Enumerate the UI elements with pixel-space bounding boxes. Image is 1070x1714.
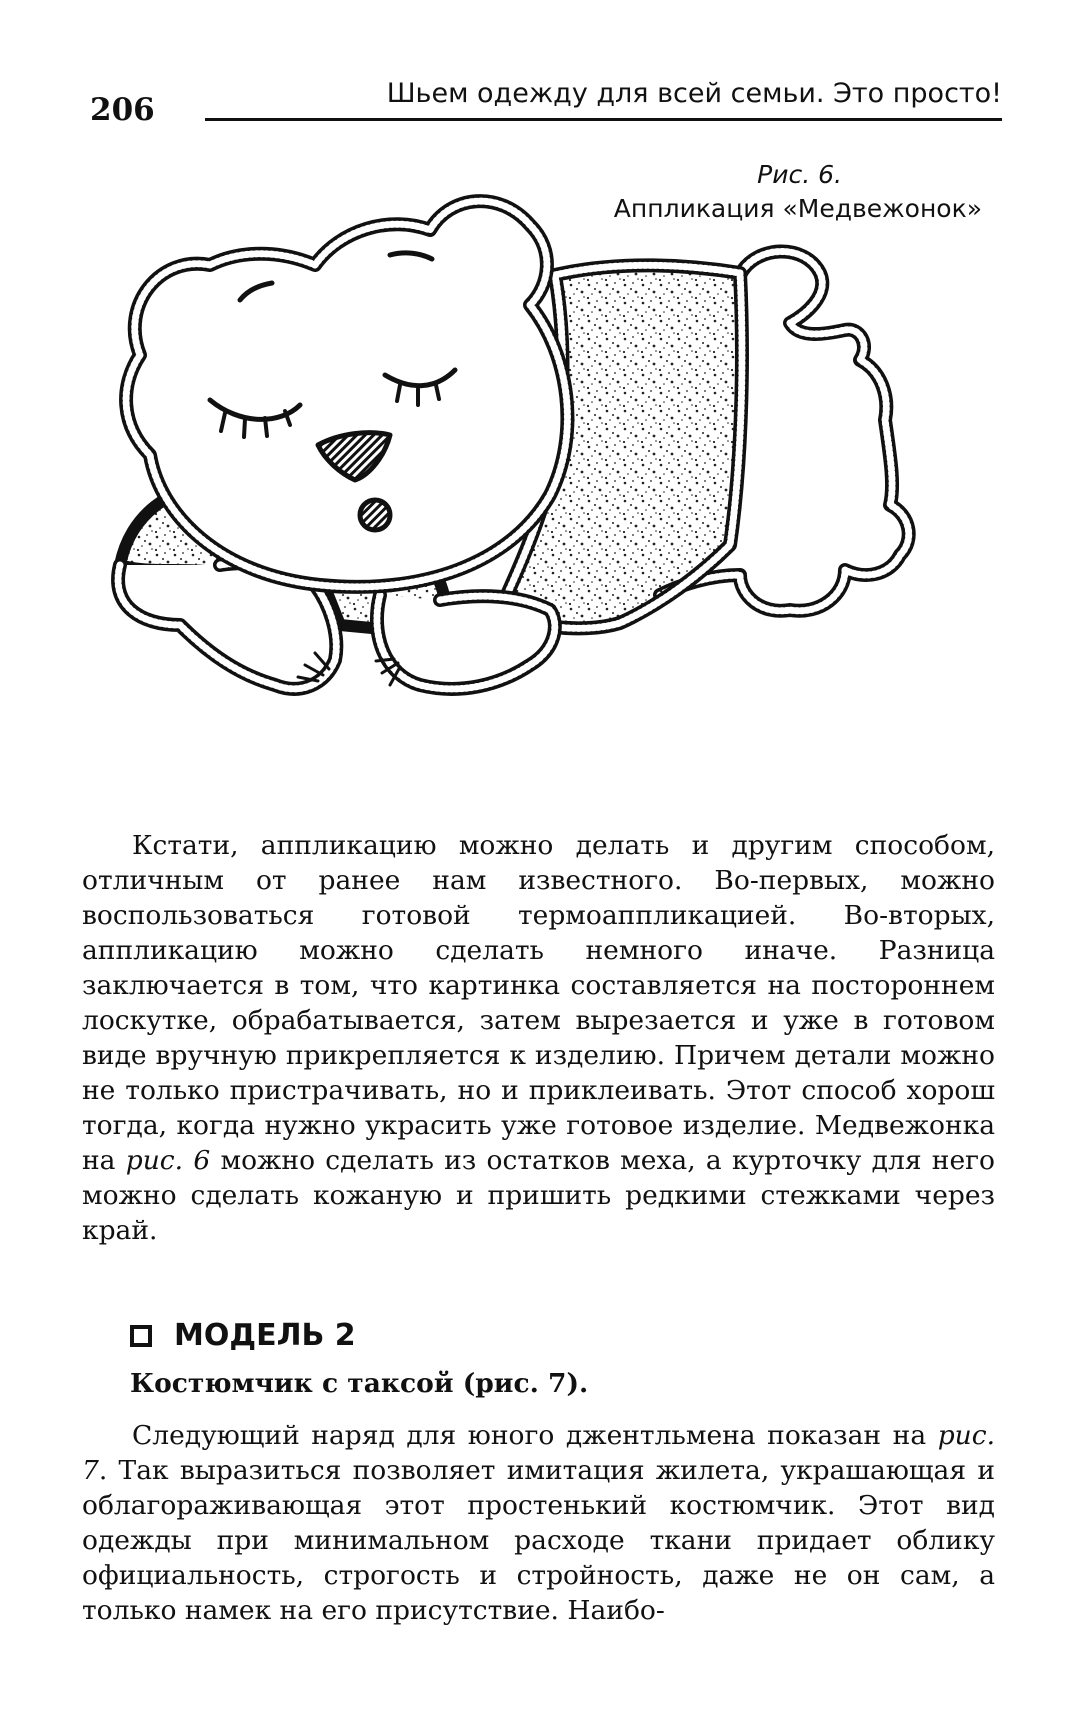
paragraph-2-figure-ref: рис. 7 (82, 1420, 995, 1486)
paragraph-2-text-end: . Так выразиться позволяет имитация жилета, украшающая и облагораживающая этот простенький костюмчик. Этот вид одежды при минимальном расходе ткани придает облику официальность, строгость и стройность, даже не он сам, а только намек на его присутствие. Наибо- (82, 1455, 995, 1626)
paragraph-model-2 (82, 1418, 995, 1628)
paragraph-1-text-end: можно сделать из остатков меха, а курточку для него можно сделать кожаную и пришить редкими стежками через край. (82, 1145, 995, 1246)
header-rule (205, 118, 1002, 121)
bear-mouth (360, 500, 390, 530)
paragraph-1-text-start: Кстати, аппликацию можно делать и другим способом, отличным от ранее нам известного. Во-первых, можно воспользоваться готовой термоаппликацией. Во-вторых, аппликацию можно сделать немного иначе. Разница заключается в том, что картинка составляется на постороннем лоскутке, обрабатывается, затем вырезается и уже в готовом виде вручную прикрепляется к изделию. Причем детали можно не только пристрачивать, но и приклеивать. Этот способ хорош тогда, когда нужно украсить уже готовое изделие. Медвежонка на (82, 830, 995, 1176)
page-number: 206 (90, 92, 155, 128)
figure-title: Аппликация «Медвежонок» (613, 194, 982, 223)
paragraph-applique-methods (82, 828, 995, 1248)
bear-right-paw (376, 595, 555, 689)
running-title: Шьем одежду для всей семьи. Это просто! (386, 78, 1002, 109)
paragraph-2-text-start: Следующий наряд для юного джентльмена показан на (132, 1420, 938, 1451)
figure-label: Рис. 6. (757, 160, 842, 189)
model-subheading: Костюмчик с таксой (рис. 7). (130, 1368, 589, 1399)
sleeping-bear-applique-illustration (100, 155, 980, 795)
section-heading (130, 1318, 356, 1353)
section-square-icon (130, 1325, 152, 1347)
bear-head (126, 201, 567, 587)
bear-illustration-svg (100, 155, 980, 795)
paragraph-1-figure-ref: рис. 6 (125, 1145, 211, 1176)
section-heading-text: МОДЕЛЬ 2 (174, 1318, 356, 1353)
